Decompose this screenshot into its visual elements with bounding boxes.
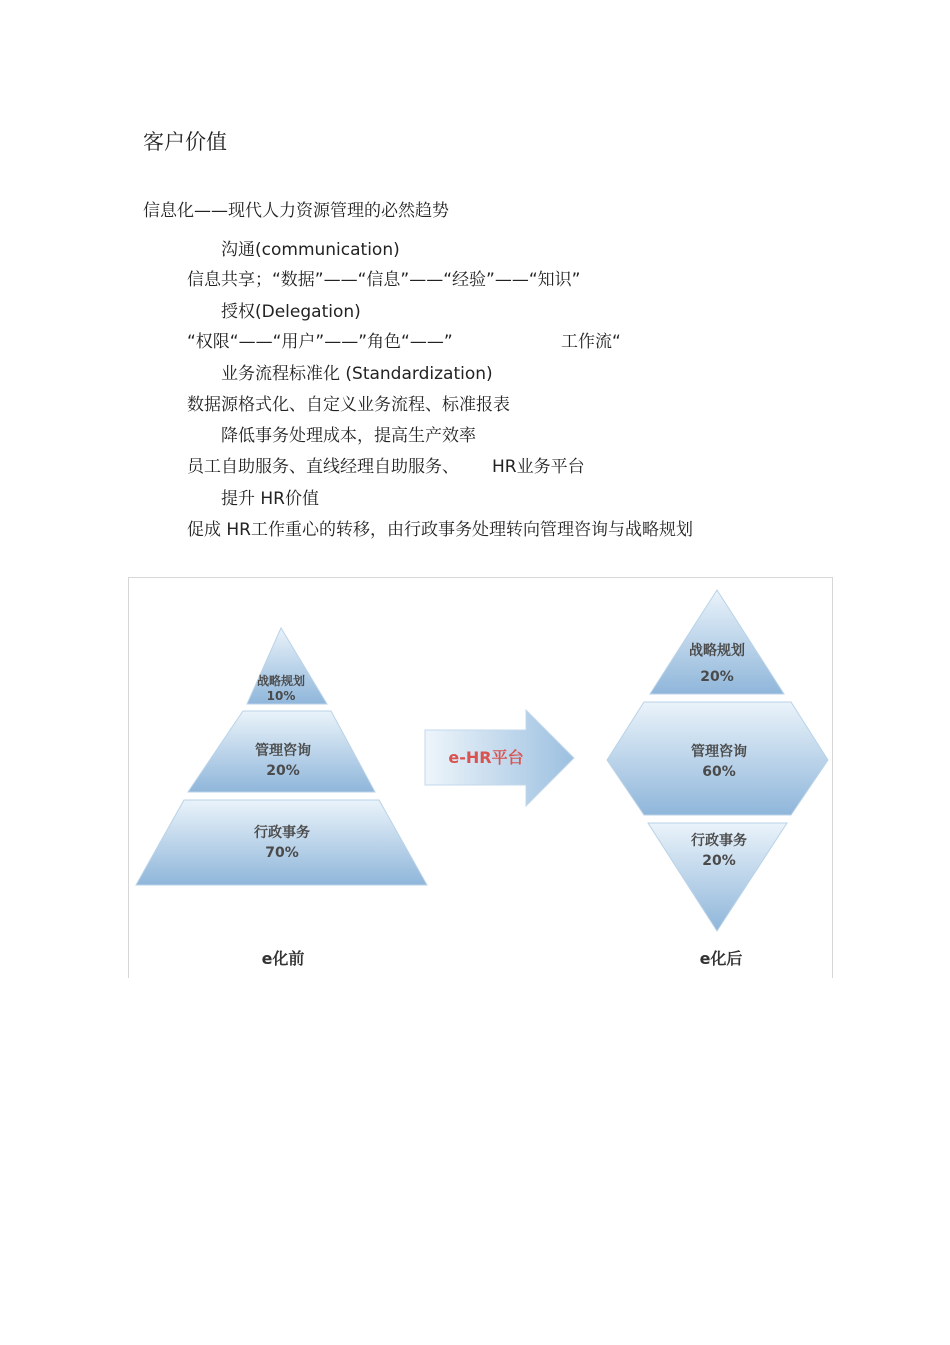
- ehr-platform-arrow: [425, 710, 574, 806]
- section-subtitle: 信息化——现代人力资源管理的必然趋势: [143, 201, 449, 221]
- item-heading-delegation: 授权(Delegation): [221, 302, 361, 322]
- after-diamond: [607, 590, 828, 931]
- after-consulting-name: 管理咨询: [691, 744, 747, 760]
- after-caption: e化后: [699, 949, 743, 968]
- before-level-admin: [136, 800, 427, 885]
- before-consulting-name: 管理咨询: [255, 743, 311, 759]
- before-consulting-percent: 20%: [266, 763, 300, 779]
- after-consulting-percent: 60%: [702, 764, 736, 780]
- ehr-diagram: [129, 578, 832, 978]
- before-admin-percent: 70%: [265, 845, 299, 861]
- item-body-standardization: 数据源格式化、自定义业务流程、标准报表: [187, 395, 510, 415]
- item-body-delegation: “权限“——“用户”——”角色“——”: [187, 332, 453, 352]
- item-body-hr-value: 促成 HR工作重心的转移，由行政事务处理转向管理咨询与战略规划: [187, 520, 693, 540]
- after-strategy-percent: 20%: [700, 669, 734, 685]
- before-pyramid: [136, 628, 427, 885]
- ehr-platform-label: e-HR平台: [448, 748, 524, 767]
- item-heading-cost: 降低事务处理成本，提高生产效率: [221, 426, 476, 446]
- item-body-communication: 信息共享；“数据”——“信息”——“经验”——“知识”: [187, 270, 581, 290]
- before-caption: e化前: [261, 949, 305, 968]
- item-heading-communication: 沟通(communication): [221, 240, 400, 260]
- ehr-transformation-figure: [128, 577, 833, 978]
- before-strategy-percent: 10%: [266, 689, 296, 703]
- after-strategy-name: 战略规划: [689, 643, 745, 659]
- item-body-delegation-workflow: 工作流“: [561, 332, 621, 352]
- before-strategy-name: 战略规划: [256, 674, 306, 688]
- after-admin-name: 行政事务: [691, 833, 747, 849]
- item-body-cost: 员工自助服务、直线经理自助服务、: [187, 457, 459, 477]
- item-body-cost-platform: HR业务平台: [492, 457, 585, 477]
- item-heading-standardization: 业务流程标准化 (Standardization): [221, 364, 493, 384]
- item-heading-hr-value: 提升 HR价值: [221, 489, 319, 509]
- after-admin-percent: 20%: [702, 853, 736, 869]
- before-admin-name: 行政事务: [254, 825, 310, 841]
- page-title: 客户价值: [143, 130, 227, 154]
